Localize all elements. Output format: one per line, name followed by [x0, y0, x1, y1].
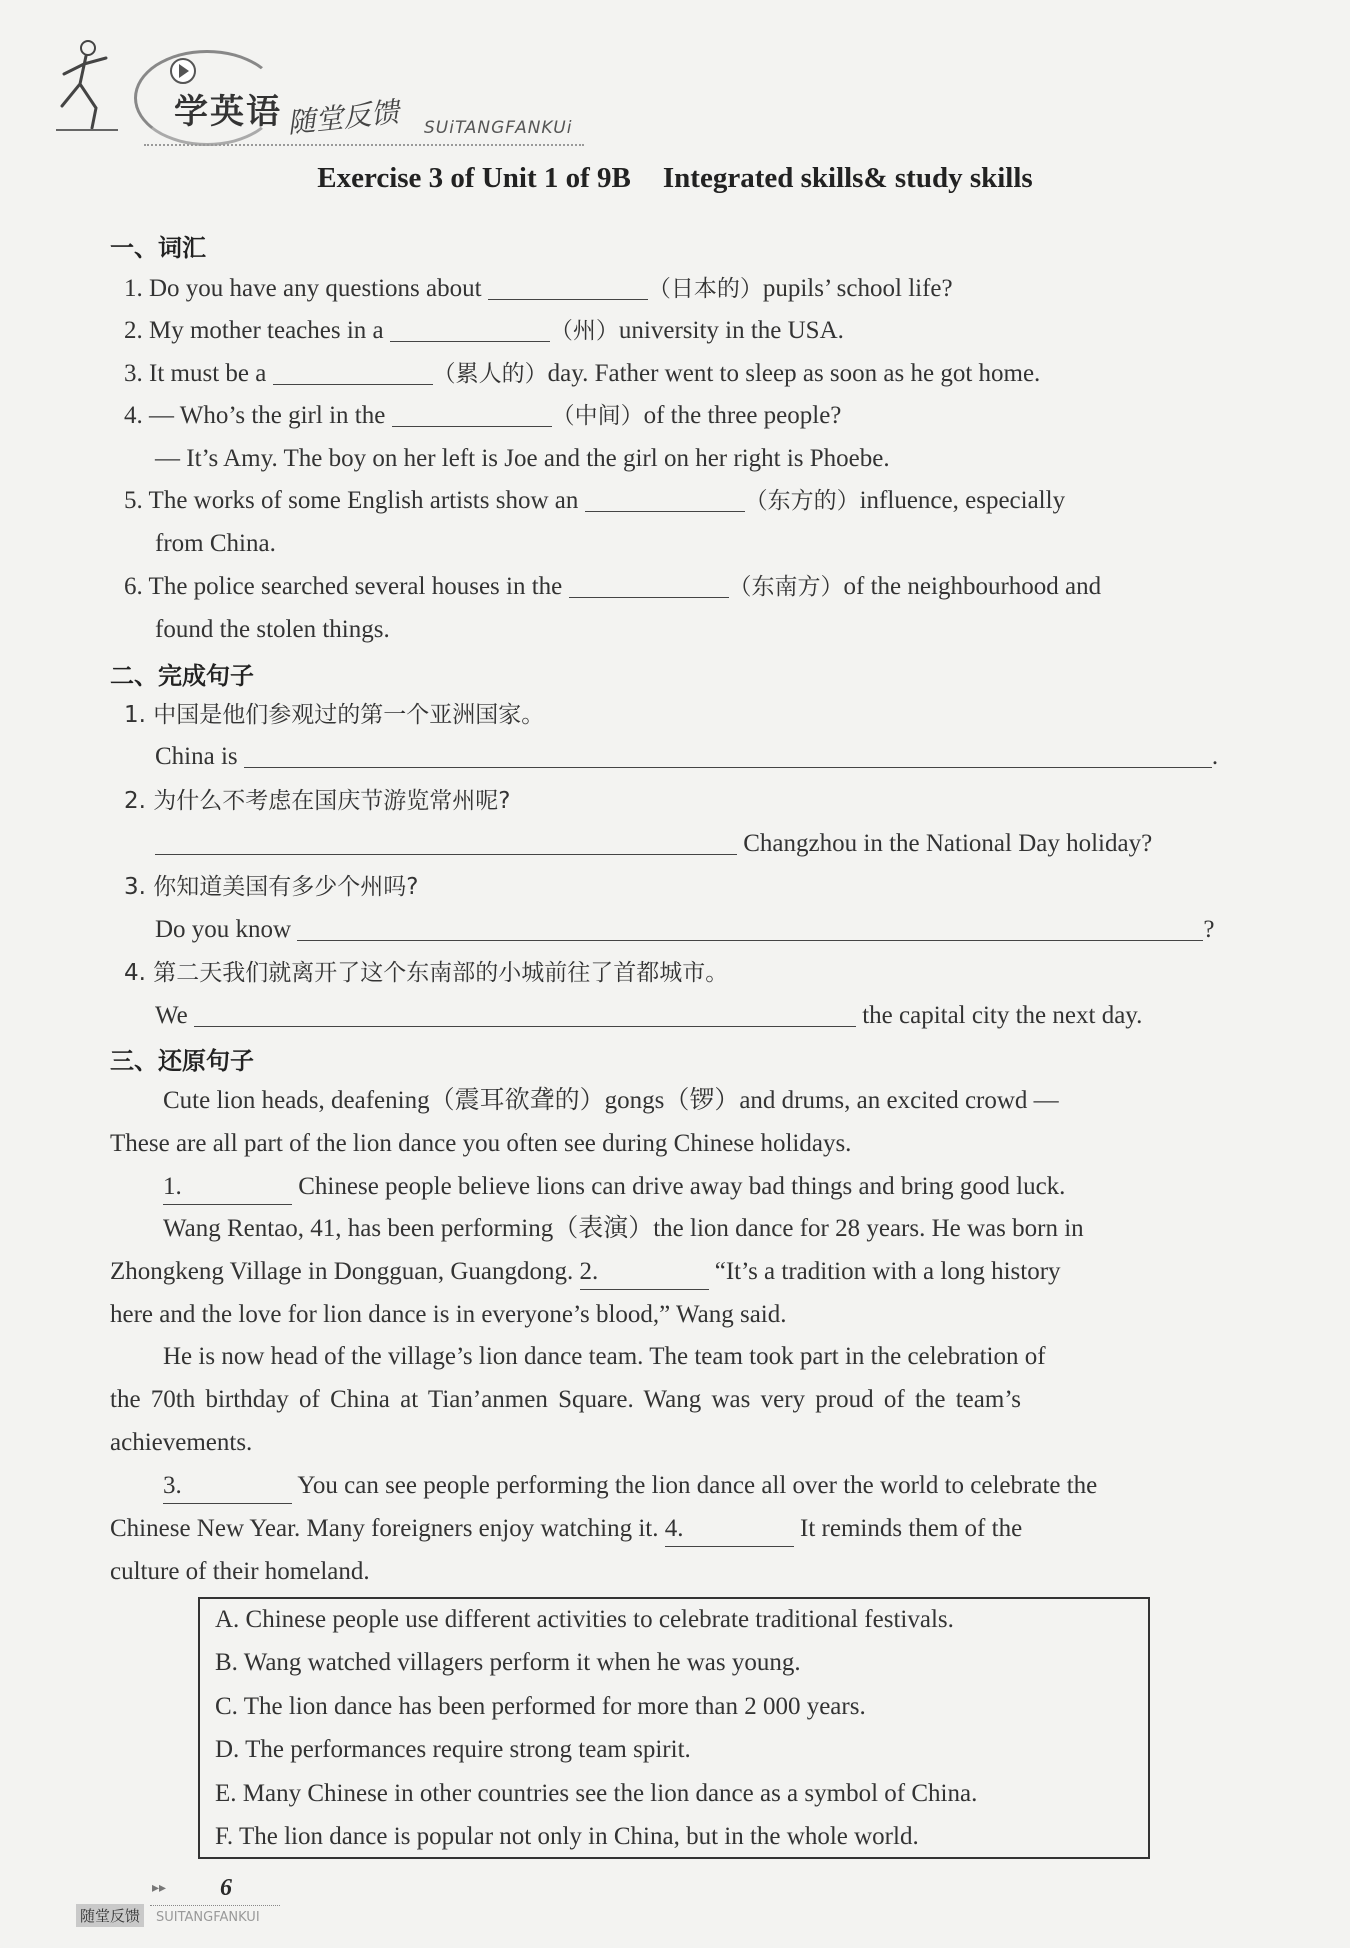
sentence-3-en: [155, 913, 1214, 947]
vocab-blank-5[interactable]: [585, 487, 745, 512]
passage-p2: [163, 1170, 1065, 1205]
sentence-blank-2[interactable]: [155, 830, 737, 855]
sentence-1-post: .: [1211, 743, 1219, 770]
vocab-item-3: [124, 357, 1040, 391]
passage-p1-line2: These are all part of the lion dance you often see during Chinese holidays.: [110, 1130, 852, 1157]
passage-p3-line2: [110, 1255, 1061, 1290]
title-left: Exercise 3 of Unit 1 of 9B: [317, 162, 631, 194]
passage-p5-line2: [110, 1512, 1022, 1547]
sentence-1-cn: 1. 中国是他们参观过的第一个亚洲国家。: [124, 702, 545, 728]
vocab-item-6-pre: 6. The police searched several houses in the: [124, 573, 569, 600]
sentence-blank-1[interactable]: [244, 743, 1212, 768]
sentence-1-pre: China is: [155, 743, 238, 770]
vocab-item-3-post: day. Father went to sleep as soon as he got home.: [547, 360, 1041, 387]
passage-p1-line1: Cute lion heads, deafening（震耳欲聋的）gongs（锣）and drums, an excited crowd —: [163, 1087, 1059, 1114]
vocab-item-5: [124, 484, 1065, 518]
section2-heading: 二、完成句子: [110, 662, 254, 690]
page-arrow-icon: ▸▸: [152, 1880, 167, 1896]
brand-title: 学英语: [174, 92, 282, 132]
footer-badge: 随堂反馈: [76, 1904, 144, 1927]
vocab-item-2-post: university in the USA.: [618, 317, 844, 344]
option-d[interactable]: D. The performances require strong team spirit.: [215, 1736, 691, 1763]
passage-p3-line3: here and the love for lion dance is in everyone’s blood,” Wang said.: [110, 1301, 787, 1328]
passage-blank-2[interactable]: 2.: [580, 1255, 709, 1290]
vocab-blank-2[interactable]: [390, 317, 550, 342]
sentence-2-en: [155, 827, 1152, 861]
passage-p5-line1: [163, 1469, 1097, 1504]
sentence-1-en: [155, 740, 1218, 774]
header-rule: [144, 144, 584, 146]
passage-blank-4[interactable]: 4.: [665, 1512, 794, 1547]
footer-rule: [150, 1905, 280, 1906]
sentence-4-en: [155, 999, 1142, 1033]
vocab-item-4-pre: 4. — Who’s the girl in the: [124, 402, 392, 429]
passage-blank-3[interactable]: 3.: [163, 1469, 292, 1504]
vocab-item-5-pre: 5. The works of some English artists show an: [124, 487, 585, 514]
vocab-hint-6: （东南方）: [728, 574, 844, 600]
vocab-item-4-answer: — It’s Amy. The boy on her left is Joe and the girl on her right is Phoebe.: [155, 445, 890, 472]
sentence-4-post: the capital city the next day.: [862, 1002, 1143, 1029]
option-f[interactable]: F. The lion dance is popular not only in China, but in the whole world.: [215, 1823, 919, 1850]
vocab-item-5-cont: from China.: [155, 530, 276, 557]
page-number: 6: [220, 1875, 232, 1901]
vocab-blank-1[interactable]: [488, 275, 648, 300]
passage-p5-line1-text: You can see people performing the lion dance all over the world to celebrate the: [297, 1472, 1098, 1499]
vocab-item-6-cont: found the stolen things.: [155, 616, 390, 643]
vocab-hint-3: （累人的）: [432, 361, 548, 387]
passage-p5-line2-post: It reminds them of the: [800, 1515, 1023, 1542]
option-a[interactable]: A. Chinese people use different activities to celebrate traditional festivals.: [215, 1606, 954, 1633]
vocab-item-6: [124, 570, 1101, 604]
sentence-2-cn: 2. 为什么不考虑在国庆节游览常州呢?: [124, 788, 511, 814]
vocab-item-2-pre: 2. My mother teaches in a: [124, 317, 390, 344]
brand-latin: SUiTANGFANKUi: [424, 118, 573, 138]
vocab-blank-4[interactable]: [392, 402, 552, 427]
vocab-item-2: [124, 314, 844, 348]
sentence-3-pre: Do you know: [155, 916, 292, 943]
vocab-item-1: [124, 272, 953, 306]
vocab-item-3-pre: 3. It must be a: [124, 360, 273, 387]
sentence-3-cn: 3. 你知道美国有多少个州吗?: [124, 874, 419, 900]
vocab-item-1-post: pupils’ school life?: [762, 275, 953, 302]
sentence-blank-4[interactable]: [194, 1002, 856, 1027]
runner-figure-icon: [52, 36, 122, 131]
vocab-item-1-pre: 1. Do you have any questions about: [124, 275, 488, 302]
vocab-blank-3[interactable]: [273, 360, 433, 385]
vocab-blank-6[interactable]: [569, 573, 729, 598]
option-c[interactable]: C. The lion dance has been performed for more than 2 000 years.: [215, 1693, 866, 1720]
passage-p2-text: Chinese people believe lions can drive away bad things and bring good luck.: [298, 1173, 1066, 1200]
vocab-hint-2: （州）: [549, 318, 619, 344]
section1-heading: 一、词汇: [110, 234, 206, 262]
passage-p3-line1: Wang Rentao, 41, has been performing（表演）the lion dance for 28 years. He was born in: [163, 1215, 1084, 1242]
sentence-blank-3[interactable]: [297, 916, 1203, 941]
option-b[interactable]: B. Wang watched villagers perform it when he was young.: [215, 1649, 801, 1676]
passage-p5-line2-pre: Chinese New Year. Many foreigners enjoy watching it.: [110, 1515, 659, 1542]
passage-p4-line2: the 70th birthday of China at Tian’anmen Square. Wang was very proud of the team’s: [110, 1386, 1021, 1413]
footer-latin: SUITANGFANKUI: [156, 1910, 260, 1925]
option-e[interactable]: E. Many Chinese in other countries see the lion dance as a symbol of China.: [215, 1780, 978, 1807]
sentence-4-pre: We: [155, 1002, 188, 1029]
vocab-hint-4: （中间）: [551, 403, 644, 429]
section3-heading: 三、还原句子: [110, 1047, 254, 1075]
vocab-hint-5: （东方的）: [744, 488, 860, 514]
sentence-3-post: ?: [1203, 916, 1215, 943]
passage-p3-line2-post: “It’s a tradition with a long history: [714, 1258, 1061, 1285]
title-right: Integrated skills& study skills: [662, 162, 1033, 194]
passage-blank-1[interactable]: 1.: [163, 1170, 292, 1205]
vocab-item-6-post: of the neighbourhood and: [843, 573, 1102, 600]
passage-p4-line1: He is now head of the village’s lion dance team. The team took part in the celebration of: [163, 1343, 1046, 1370]
vocab-item-5-post: influence, especially: [859, 487, 1066, 514]
page-title: [0, 162, 1350, 195]
header-logo: [52, 28, 612, 138]
passage-p4-line3: achievements.: [110, 1429, 253, 1456]
brand-subtitle: 随堂反馈: [285, 95, 401, 140]
options-box: [198, 1597, 1150, 1859]
sentence-2-post: Changzhou in the National Day holiday?: [743, 830, 1153, 857]
sentence-4-cn: 4. 第二天我们就离开了这个东南部的小城前往了首都城市。: [124, 960, 729, 986]
vocab-item-4: [124, 399, 841, 433]
passage-p3-line2-pre: Zhongkeng Village in Dongguan, Guangdong.: [110, 1258, 574, 1285]
vocab-item-4-post: of the three people?: [643, 402, 842, 429]
passage-p5-line3: culture of their homeland.: [110, 1558, 370, 1585]
play-icon: [170, 58, 196, 84]
vocab-hint-1: （日本的）: [647, 276, 763, 302]
